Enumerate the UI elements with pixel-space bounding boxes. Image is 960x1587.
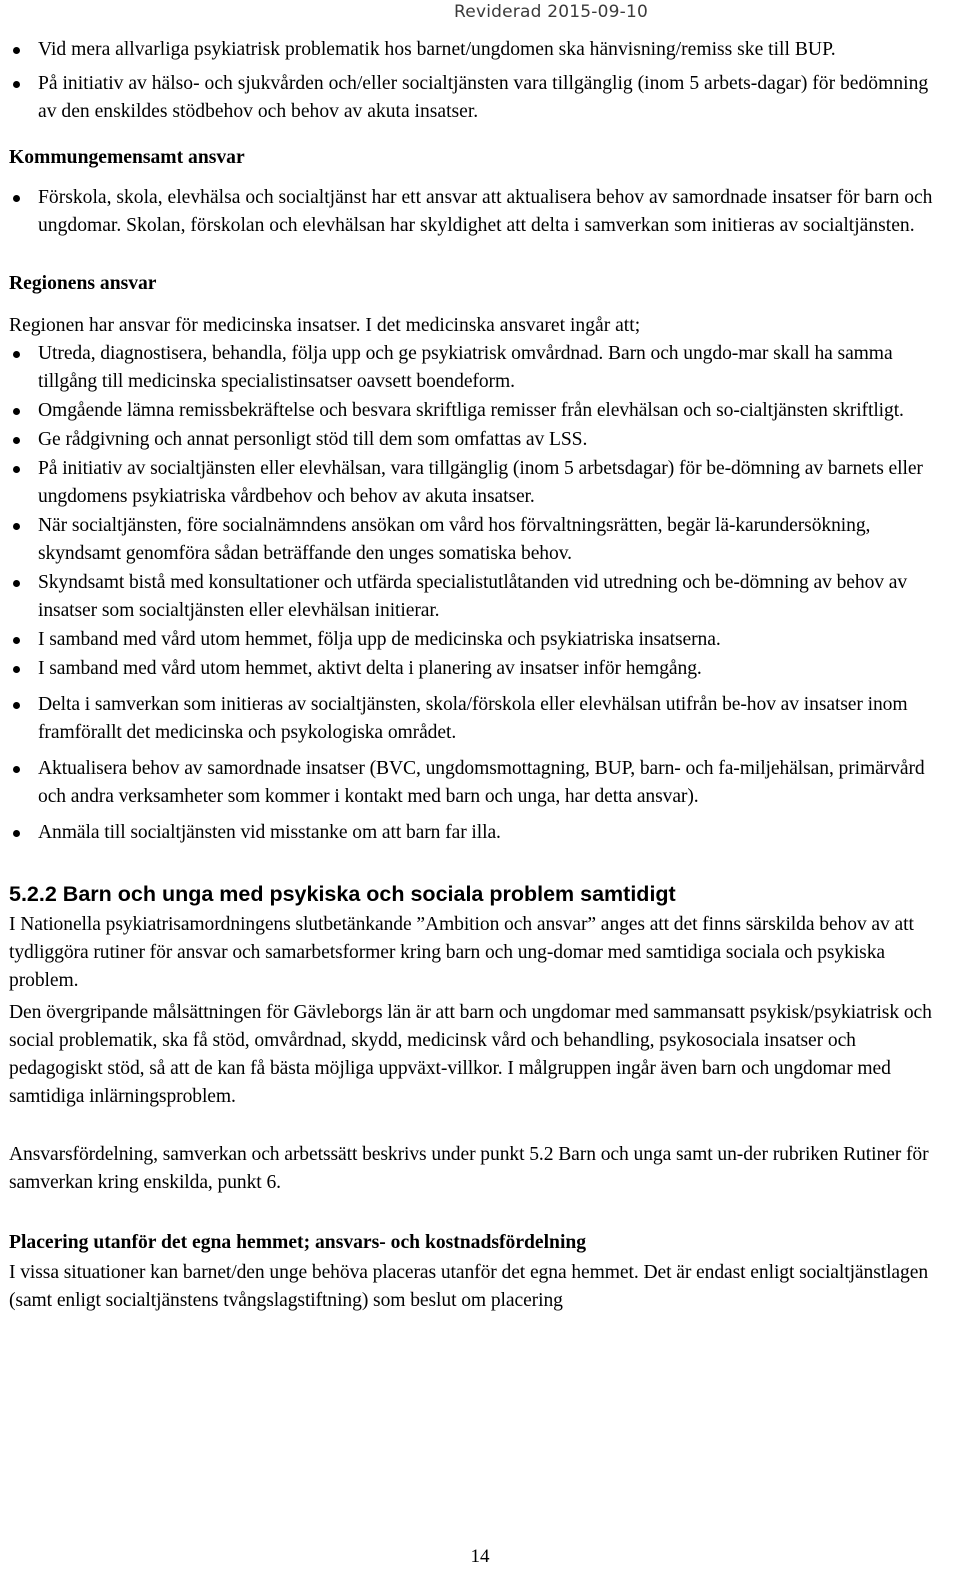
list-item — [9, 340, 939, 396]
list-item-text: Vid mera allvarliga psykiatrisk problematik hos barnet/ungdomen ska hänvisning/remiss ske till BUP. — [38, 39, 836, 60]
section-heading-region: Regionens ansvar — [9, 273, 157, 294]
bullet-icon — [13, 523, 20, 530]
list-item — [9, 397, 939, 425]
list-item — [9, 426, 939, 454]
bullet-icon — [13, 637, 20, 644]
paragraph: I Nationella psykiatrisamordningens slutbetänkande ”Ambition och ansvar” anges att det finns särskilda behov av att tydliggöra rutiner för ansvar och samarbetsformer kring barn och ung-domar med samtidiga sociala och psykiska problem. — [9, 914, 914, 991]
list-item — [9, 512, 939, 568]
bullet-icon — [13, 466, 20, 473]
bullet-icon — [13, 666, 20, 673]
bullet-icon — [13, 351, 20, 358]
list-item-text: Utreda, diagnostisera, behandla, följa upp och ge psykiatrisk omvårdnad. Barn och ungdo-mar skall ha samma tillgång till medicinska specialistinsatser oavsett boendeform. — [38, 343, 893, 392]
list-item — [9, 691, 939, 747]
list-item — [9, 655, 939, 683]
section-heading-5-2-2: 5.2.2 Barn och unga med psykiska och sociala problem samtidigt — [9, 882, 676, 906]
list-item-text: I samband med vård utom hemmet, aktivt delta i planering av insatser inför hemgång. — [38, 658, 702, 679]
list-item-text: Skyndsamt bistå med konsultationer och utfärda specialistutlåtanden vid utredning och be-dömning av behov av insatser som socialtjänsten eller elevhälsan initierar. — [38, 572, 908, 621]
list-item — [9, 455, 939, 511]
list-item — [9, 626, 939, 654]
list-item-text: Ge rådgivning och annat personligt stöd till dem som omfattas av LSS. — [38, 429, 588, 450]
list-item-text: På initiativ av hälso- och sjukvården och/eller socialtjänsten vara tillgänglig (inom 5 arbets-dagar) för bedömning av den enskildes stödbehov och behov av akuta insatser. — [38, 73, 929, 122]
paragraph: I vissa situationer kan barnet/den unge behöva placeras utanför det egna hemmet. Det är endast enligt socialtjänstlagen (samt enligt socialtjänstens tvångslagstiftning) som beslut om placering — [9, 1262, 929, 1311]
list-item-text: Anmäla till socialtjänsten vid misstanke om att barn far illa. — [38, 822, 501, 843]
bullet-icon — [13, 195, 20, 202]
list-item — [9, 569, 939, 625]
region-intro: Regionen har ansvar för medicinska insatser. I det medicinska ansvaret ingår att; — [9, 315, 641, 336]
bullet-icon — [13, 580, 20, 587]
page-number: 14 — [470, 1546, 490, 1567]
bullet-icon — [13, 766, 20, 773]
list-item-text: Förskola, skola, elevhälsa och socialtjänst har ett ansvar att aktualisera behov av samordnade insatser för barn och ungdomar. Skolan, förskolan och elevhälsan har skyldighet att delta i samverkan som initieras av socialtjänsten. — [38, 187, 933, 236]
paragraph: Ansvarsfördelning, samverkan och arbetssätt beskrivs under punkt 5.2 Barn och unga samt un-der rubriken Rutiner för samverkan kring enskilda, punkt 6. — [9, 1144, 929, 1193]
paragraph: Den övergripande målsättningen för Gävleborgs län är att barn och ungdomar med sammansatt psykisk/psykiatrisk och social problematik, ska få stöd, omvårdnad, skydd, medicinsk vård och behandling, psykosociala insatser och pedagogiskt stöd, så att de kan få bästa möjliga uppväxt-villkor. I målgruppen ingår även barn och ungdomar med samtidiga inlärningsproblem. — [9, 1002, 932, 1107]
list-item-text: Omgående lämna remissbekräftelse och besvara skriftliga remisser från elevhälsan och so-cialtjänsten skriftligt. — [38, 400, 904, 421]
list-item-text: När socialtjänsten, före socialnämndens ansökan om vård hos förvaltningsrätten, begär lä-karundersökning, skyndsamt genomföra sådan beträffande den unges somatiska behov. — [38, 515, 871, 564]
bullet-icon — [13, 702, 20, 709]
bullet-icon — [13, 408, 20, 415]
section-heading-kommun: Kommungemensamt ansvar — [9, 147, 245, 168]
bullet-icon — [13, 81, 20, 88]
bullet-icon — [13, 830, 20, 837]
list-item-text: På initiativ av socialtjänsten eller elevhälsan, vara tillgänglig (inom 5 arbetsdagar) för be-dömning av barnets eller ungdomens psykiatriska vårdbehov och behov av akuta insatser. — [38, 458, 923, 507]
list-item-text: Aktualisera behov av samordnade insatser (BVC, ungdomsmottagning, BUP, barn- och fa-miljehälsan, primärvård och andra verksamheter som kommer i kontakt med barn och unga, har detta ansvar). — [38, 758, 925, 807]
bullet-icon — [13, 47, 20, 54]
list-item — [9, 819, 939, 847]
document-page — [9, 36, 939, 1315]
revision-date: Reviderad 2015-09-10 — [454, 2, 648, 22]
bullet-icon — [13, 437, 20, 444]
list-item — [9, 36, 939, 64]
list-item — [9, 755, 939, 811]
list-item — [9, 184, 939, 240]
list-item-text: I samband med vård utom hemmet, följa upp de medicinska och psykiatriska insatserna. — [38, 629, 721, 650]
list-item — [9, 70, 939, 126]
section-heading-placering: Placering utanför det egna hemmet; ansvars- och kostnadsfördelning — [9, 1232, 587, 1253]
list-item-text: Delta i samverkan som initieras av socialtjänsten, skola/förskola eller elevhälsan utifrån be-hov av insatser inom framförallt det medicinska och psykologiska området. — [38, 694, 908, 743]
